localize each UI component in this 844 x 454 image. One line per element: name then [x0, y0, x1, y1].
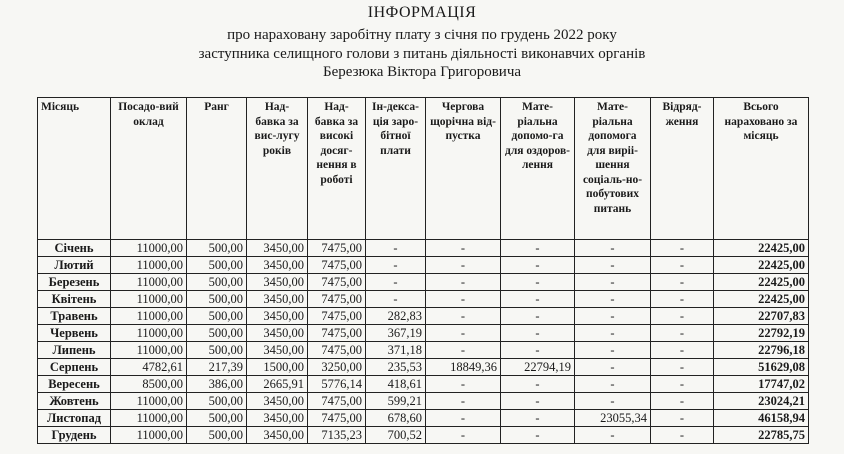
col-header-indexation: Ін-декса-ція заро-бітної плати	[366, 98, 426, 240]
table-row	[38, 410, 809, 427]
empty-cell: -	[501, 393, 575, 410]
total-cell: 22425,00	[714, 240, 809, 257]
amount-cell: 7135,23	[308, 427, 366, 444]
table-row	[38, 376, 809, 393]
empty-cell: -	[575, 325, 651, 342]
month-cell: Червень	[38, 325, 111, 342]
empty-cell: -	[426, 257, 501, 274]
amount-cell: 3250,00	[308, 359, 366, 376]
month-cell: Вересень	[38, 376, 111, 393]
empty-cell: -	[501, 427, 575, 444]
amount-cell: 500,00	[187, 342, 247, 359]
empty-cell: -	[366, 240, 426, 257]
month-cell: Грудень	[38, 427, 111, 444]
amount-cell: 4782,61	[111, 359, 187, 376]
empty-cell: -	[651, 410, 714, 427]
amount-cell: 500,00	[187, 325, 247, 342]
total-cell: 22785,75	[714, 427, 809, 444]
table-header-row	[38, 98, 809, 240]
amount-cell: 500,00	[187, 291, 247, 308]
amount-cell: 11000,00	[111, 274, 187, 291]
amount-cell: 11000,00	[111, 257, 187, 274]
col-header-seniority-bonus: Над-бавка за вис-лугу років	[247, 98, 308, 240]
col-header-total: Всього нараховано за місяць	[714, 98, 809, 240]
amount-cell: 23055,34	[575, 410, 651, 427]
table-row	[38, 342, 809, 359]
month-cell: Жовтень	[38, 393, 111, 410]
empty-cell: -	[366, 274, 426, 291]
empty-cell: -	[426, 274, 501, 291]
month-cell: Серпень	[38, 359, 111, 376]
empty-cell: -	[426, 291, 501, 308]
document-title: ІНФОРМАЦІЯ	[367, 4, 477, 21]
amount-cell: 3450,00	[247, 240, 308, 257]
empty-cell: -	[575, 342, 651, 359]
amount-cell: 11000,00	[111, 410, 187, 427]
amount-cell: 282,83	[366, 308, 426, 325]
total-cell: 22425,00	[714, 291, 809, 308]
amount-cell: 7475,00	[308, 291, 366, 308]
empty-cell: -	[426, 427, 501, 444]
amount-cell: 700,52	[366, 427, 426, 444]
amount-cell: 678,60	[366, 410, 426, 427]
table-row	[38, 308, 809, 325]
amount-cell: 7475,00	[308, 325, 366, 342]
amount-cell: 235,53	[366, 359, 426, 376]
empty-cell: -	[575, 274, 651, 291]
amount-cell: 386,00	[187, 376, 247, 393]
amount-cell: 5776,14	[308, 376, 366, 393]
empty-cell: -	[651, 308, 714, 325]
table-row	[38, 427, 809, 444]
amount-cell: 11000,00	[111, 325, 187, 342]
empty-cell: -	[366, 291, 426, 308]
empty-cell: -	[575, 291, 651, 308]
empty-cell: -	[575, 308, 651, 325]
empty-cell: -	[651, 359, 714, 376]
empty-cell: -	[501, 410, 575, 427]
amount-cell: 2665,91	[247, 376, 308, 393]
amount-cell: 371,18	[366, 342, 426, 359]
empty-cell: -	[651, 257, 714, 274]
empty-cell: -	[651, 274, 714, 291]
amount-cell: 3450,00	[247, 410, 308, 427]
amount-cell: 7475,00	[308, 393, 366, 410]
empty-cell: -	[575, 376, 651, 393]
amount-cell: 500,00	[187, 393, 247, 410]
total-cell: 46158,94	[714, 410, 809, 427]
empty-cell: -	[501, 342, 575, 359]
table-body	[38, 240, 809, 444]
empty-cell: -	[501, 325, 575, 342]
total-cell: 22707,83	[714, 308, 809, 325]
amount-cell: 500,00	[187, 427, 247, 444]
empty-cell: -	[651, 376, 714, 393]
empty-cell: -	[501, 308, 575, 325]
empty-cell: -	[651, 393, 714, 410]
col-header-month: Місяць	[38, 98, 111, 240]
empty-cell: -	[501, 274, 575, 291]
subtitle-position: заступника селищного голови з питань діяльності виконавчих органів	[198, 46, 646, 62]
col-header-health-aid: Мате-ріальна допомо-га для оздоров-лення	[501, 98, 575, 240]
empty-cell: -	[651, 291, 714, 308]
empty-cell: -	[501, 291, 575, 308]
table-row	[38, 257, 809, 274]
table-row	[38, 325, 809, 342]
amount-cell: 217,39	[187, 359, 247, 376]
amount-cell: 3450,00	[247, 291, 308, 308]
amount-cell: 500,00	[187, 410, 247, 427]
empty-cell: -	[575, 393, 651, 410]
empty-cell: -	[366, 257, 426, 274]
empty-cell: -	[426, 376, 501, 393]
amount-cell: 1500,00	[247, 359, 308, 376]
month-cell: Лютий	[38, 257, 111, 274]
subtitle-period: про нараховану заробітну плату з січня по грудень 2022 року	[227, 27, 617, 43]
amount-cell: 11000,00	[111, 291, 187, 308]
total-cell: 22425,00	[714, 274, 809, 291]
total-cell: 23024,21	[714, 393, 809, 410]
empty-cell: -	[426, 325, 501, 342]
amount-cell: 3450,00	[247, 325, 308, 342]
amount-cell: 18849,36	[426, 359, 501, 376]
month-cell: Березень	[38, 274, 111, 291]
empty-cell: -	[426, 308, 501, 325]
amount-cell: 11000,00	[111, 342, 187, 359]
table-row	[38, 393, 809, 410]
empty-cell: -	[575, 359, 651, 376]
amount-cell: 11000,00	[111, 308, 187, 325]
col-header-social-aid: Мате-ріальна допомога для виріі-шення соціаль-но-побутових питань	[575, 98, 651, 240]
amount-cell: 3450,00	[247, 274, 308, 291]
amount-cell: 3450,00	[247, 342, 308, 359]
table-row	[38, 291, 809, 308]
amount-cell: 599,21	[366, 393, 426, 410]
empty-cell: -	[501, 376, 575, 393]
col-header-rank: Ранг	[187, 98, 247, 240]
empty-cell: -	[426, 393, 501, 410]
col-header-achievement-bonus: Над-бавка за високі досяг-нення в роботі	[308, 98, 366, 240]
salary-table	[37, 97, 809, 444]
total-cell: 17747,02	[714, 376, 809, 393]
empty-cell: -	[575, 240, 651, 257]
amount-cell: 22794,19	[501, 359, 575, 376]
amount-cell: 8500,00	[111, 376, 187, 393]
total-cell: 22425,00	[714, 257, 809, 274]
amount-cell: 418,61	[366, 376, 426, 393]
empty-cell: -	[426, 240, 501, 257]
month-cell: Листопад	[38, 410, 111, 427]
amount-cell: 367,19	[366, 325, 426, 342]
total-cell: 51629,08	[714, 359, 809, 376]
col-header-annual-leave: Чергова щорічна від-пустка	[426, 98, 501, 240]
amount-cell: 11000,00	[111, 240, 187, 257]
month-cell: Квітень	[38, 291, 111, 308]
amount-cell: 7475,00	[308, 342, 366, 359]
empty-cell: -	[501, 257, 575, 274]
total-cell: 22796,18	[714, 342, 809, 359]
empty-cell: -	[575, 257, 651, 274]
total-cell: 22792,19	[714, 325, 809, 342]
empty-cell: -	[651, 342, 714, 359]
empty-cell: -	[575, 427, 651, 444]
subtitle-person: Березюка Віктора Григоровича	[322, 64, 522, 80]
amount-cell: 3450,00	[247, 257, 308, 274]
amount-cell: 3450,00	[247, 308, 308, 325]
amount-cell: 500,00	[187, 240, 247, 257]
empty-cell: -	[501, 240, 575, 257]
amount-cell: 7475,00	[308, 257, 366, 274]
amount-cell: 500,00	[187, 257, 247, 274]
empty-cell: -	[651, 325, 714, 342]
amount-cell: 11000,00	[111, 393, 187, 410]
col-header-business-trip: Відряд-ження	[651, 98, 714, 240]
amount-cell: 11000,00	[111, 427, 187, 444]
empty-cell: -	[426, 410, 501, 427]
amount-cell: 3450,00	[247, 393, 308, 410]
empty-cell: -	[651, 240, 714, 257]
month-cell: Січень	[38, 240, 111, 257]
amount-cell: 500,00	[187, 308, 247, 325]
amount-cell: 7475,00	[308, 274, 366, 291]
empty-cell: -	[651, 427, 714, 444]
empty-cell: -	[426, 342, 501, 359]
table-row	[38, 274, 809, 291]
table-row	[38, 240, 809, 257]
amount-cell: 7475,00	[308, 410, 366, 427]
month-cell: Липень	[38, 342, 111, 359]
col-header-base-salary: Посадо-вий оклад	[111, 98, 187, 240]
amount-cell: 500,00	[187, 274, 247, 291]
amount-cell: 7475,00	[308, 308, 366, 325]
amount-cell: 7475,00	[308, 240, 366, 257]
amount-cell: 3450,00	[247, 427, 308, 444]
month-cell: Травень	[38, 308, 111, 325]
table-row	[38, 359, 809, 376]
